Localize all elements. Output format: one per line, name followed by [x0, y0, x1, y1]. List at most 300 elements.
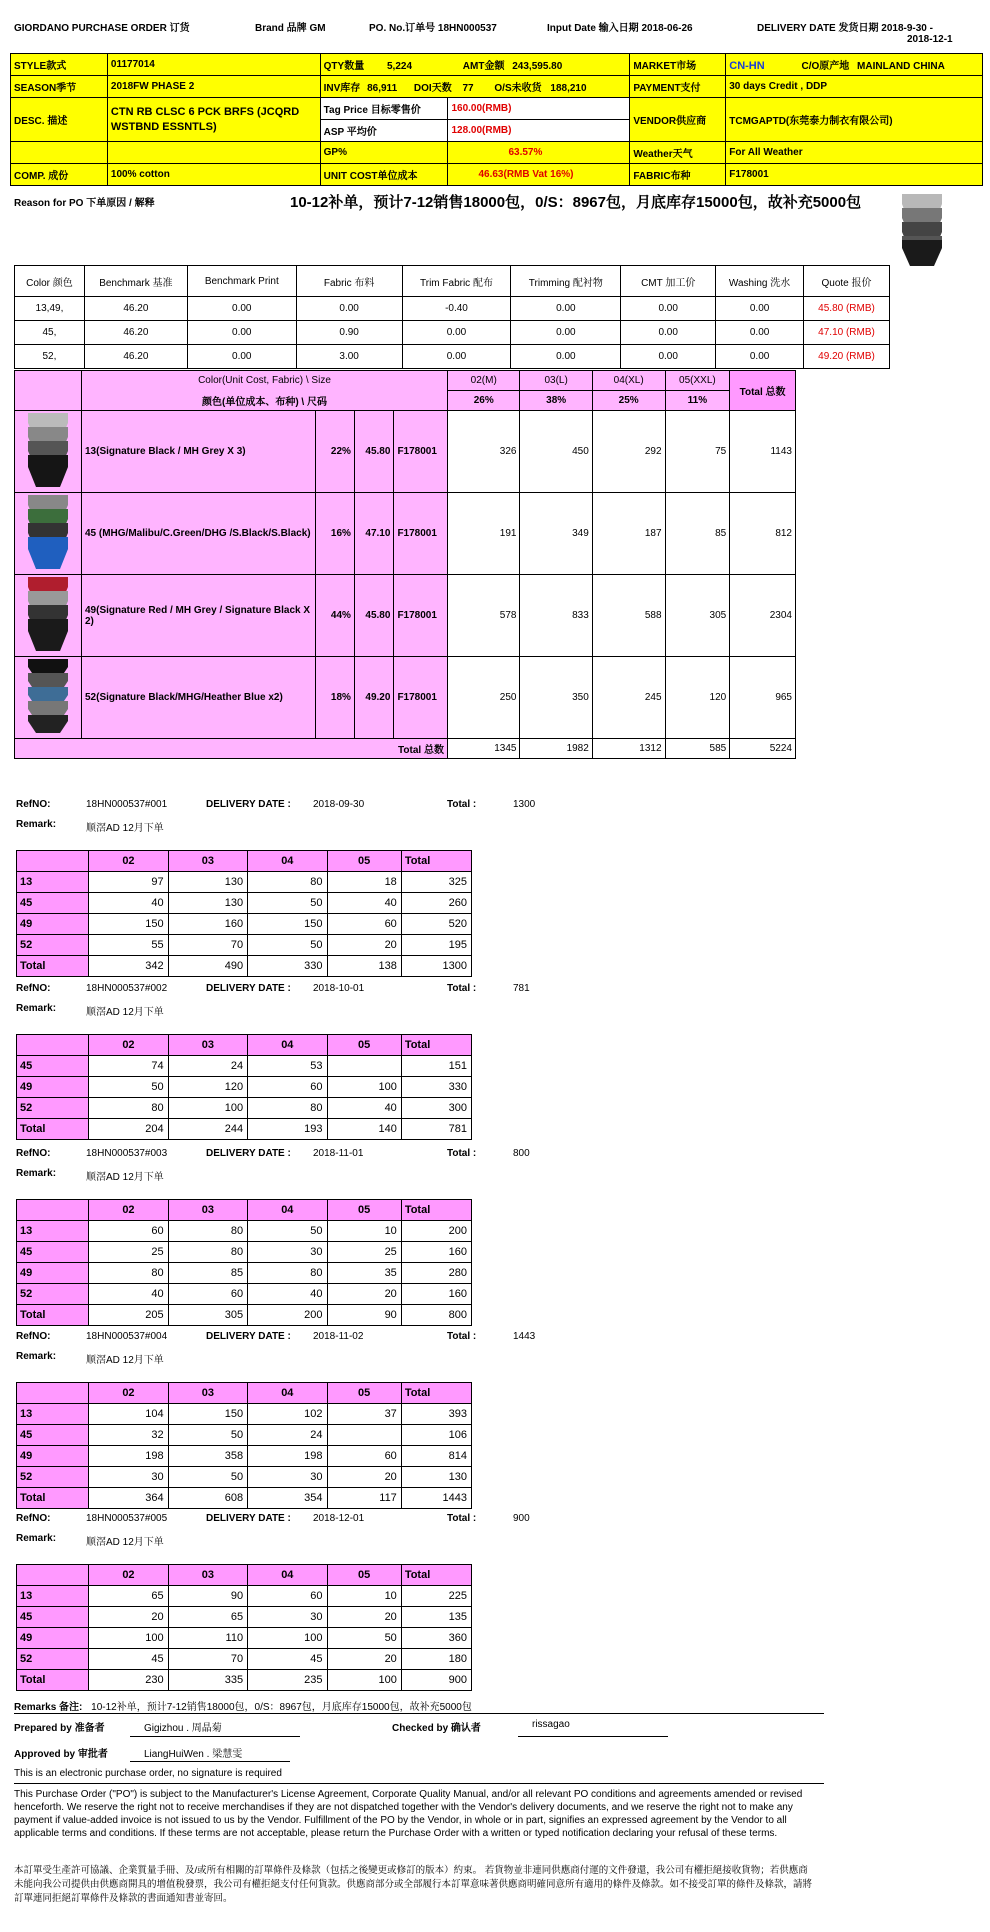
delivery-col-header: 02: [89, 1035, 168, 1056]
delivery-total-qty: 235: [248, 1670, 327, 1691]
delivery-row: [17, 1467, 472, 1488]
delivery-qty: 120: [168, 1077, 247, 1098]
approved-label: Approved by 审批者: [14, 1749, 108, 1760]
delivery-qty: 110: [168, 1628, 247, 1649]
delivery-col-header: 03: [168, 1035, 247, 1056]
delivery-qty: 40: [248, 1284, 327, 1305]
delivery-date-label: DELIVERY DATE :: [206, 1331, 291, 1342]
color-swatch: [15, 657, 82, 739]
delivery-total-row-label: Total: [17, 1119, 89, 1140]
delivery-col-header: 04: [248, 1035, 327, 1056]
delivery-qty: 300: [401, 1098, 471, 1119]
color-cost: 47.10: [354, 493, 394, 575]
delivery-qty: 80: [89, 1098, 168, 1119]
delivery-row: [17, 1077, 472, 1098]
delivery-col-header: 02: [89, 1383, 168, 1404]
delivery-date-value: 2018-10-01: [313, 983, 365, 994]
product-image: [26, 657, 70, 735]
delivery-qty: 35: [327, 1263, 401, 1284]
delivery-total-qty: 244: [168, 1119, 247, 1140]
delivery-qty: 280: [401, 1263, 471, 1284]
delivery-color-code: 52: [17, 1284, 89, 1305]
vendor-value: TCMGAPTD(东莞泰力制衣有限公司): [726, 98, 983, 142]
row-total: 965: [730, 657, 796, 739]
gp-label: GP%: [320, 142, 448, 164]
checked-label: Checked by 确认者: [392, 1723, 481, 1734]
cell: 0.00: [296, 297, 402, 321]
cell: 0.00: [187, 321, 296, 345]
color-cost: 45.80: [354, 575, 394, 657]
po-number: PO. No.订单号 18HN000537: [369, 23, 497, 34]
delivery-qty: 195: [401, 935, 471, 956]
empty-cell: [107, 142, 320, 164]
delivery-qty: 106: [401, 1425, 471, 1446]
reason-label: Reason for PO 下单原因 / 解释: [14, 198, 155, 209]
delivery-qty: 45: [248, 1649, 327, 1670]
delivery-date: DELIVERY DATE 发货日期 2018-9-30 -: [757, 23, 933, 34]
remark-value: 顺滘AD 12月下单: [86, 1355, 164, 1366]
delivery-qty: 104: [89, 1404, 168, 1425]
delivery-qty: 20: [327, 1607, 401, 1628]
cell: 0.90: [296, 321, 402, 345]
delivery-col-header: Total: [401, 1565, 471, 1586]
product-image: [26, 493, 70, 571]
delivery-row: [17, 1607, 472, 1628]
weather-value: For All Weather: [726, 142, 983, 164]
market-co-cell: [726, 54, 983, 76]
cell: 46.20: [84, 297, 187, 321]
delivery-date-end: 2018-12-1: [907, 34, 953, 45]
col-cmt: CMT 加工价: [621, 266, 716, 297]
delivery-col-header: 05: [327, 1035, 401, 1056]
inv-label: INV库存: [323, 83, 361, 94]
delivery-qty: 30: [248, 1607, 327, 1628]
desc-label: DESC. 描述: [11, 98, 108, 142]
benchmark-row: [15, 297, 890, 321]
cell: 0.00: [511, 297, 621, 321]
benchmark-header-row: [15, 266, 890, 297]
size-header: 02(M): [447, 371, 520, 391]
style-value: 01177014: [107, 54, 320, 76]
delivery-qty: 45: [89, 1649, 168, 1670]
delivery-total-qty: 354: [248, 1488, 327, 1509]
delivery-total-qty: 800: [401, 1305, 471, 1326]
delivery-remark-line: [16, 1165, 536, 1185]
fabric-value: F178001: [726, 164, 983, 186]
style-label: STYLE款式: [11, 54, 108, 76]
delivery-date-value: 2018-09-30: [313, 799, 365, 810]
qty-cell: 120: [665, 657, 730, 739]
color-name: 52(Signature Black/MHG/Heather Blue x2): [81, 657, 315, 739]
delivery-color-code: 52: [17, 1467, 89, 1488]
delivery-qty: 80: [248, 872, 327, 893]
delivery-qty: 100: [327, 1077, 401, 1098]
amt-value: 243,595.80: [512, 61, 563, 72]
delivery-corner: [17, 851, 89, 872]
delivery-row: [17, 1586, 472, 1607]
delivery-color-code: 45: [17, 1425, 89, 1446]
col-trim-fabric: Trim Fabric 配布: [402, 266, 511, 297]
delivery-date-value: 2018-12-01: [313, 1513, 365, 1524]
color-cost: 45.80: [354, 411, 394, 493]
asp-value: 128.00(RMB): [448, 120, 630, 142]
delivery-qty: 160: [401, 1242, 471, 1263]
qty-cell: 85: [665, 493, 730, 575]
cell: 0.00: [621, 345, 716, 369]
delivery-row: [17, 914, 472, 935]
size-total: 1312: [592, 739, 665, 759]
quote-cell: 45.80 (RMB): [804, 297, 890, 321]
delivery-row: [17, 1056, 472, 1077]
remark-value: 顺滘AD 12月下单: [86, 1537, 164, 1548]
product-image: [26, 411, 70, 489]
comp-label: COMP. 成份: [11, 164, 108, 186]
delivery-qty: 160: [168, 914, 247, 935]
delivery-qty: 150: [248, 914, 327, 935]
delivery-qty: 18: [327, 872, 401, 893]
delivery-total-row: [17, 1670, 472, 1691]
delivery-remark-line: [16, 1000, 536, 1020]
cell: 0.00: [511, 321, 621, 345]
delivery-remark-line: [16, 1530, 536, 1550]
delivery-col-header: 02: [89, 1565, 168, 1586]
delivery-total-value: 900: [513, 1513, 530, 1524]
delivery-row: [17, 872, 472, 893]
qty-cell: 191: [447, 493, 520, 575]
fabric-label: FABRIC布种: [630, 164, 726, 186]
delivery-color-code: 49: [17, 1263, 89, 1284]
delivery-qty: 50: [168, 1425, 247, 1446]
delivery-qty: 358: [168, 1446, 247, 1467]
qty-amt-cell: [320, 54, 630, 76]
weather-label: Weather天气: [630, 142, 726, 164]
remark-label: Remark:: [16, 1168, 57, 1179]
delivery-qty: 40: [327, 893, 401, 914]
size-header: 03(L): [520, 371, 592, 391]
delivery-total-label: Total :: [447, 799, 477, 810]
refno-label: RefNO:: [16, 1148, 51, 1159]
delivery-qty: 393: [401, 1404, 471, 1425]
remark-label: Remark:: [16, 1533, 57, 1544]
delivery-total-value: 1300: [513, 799, 536, 810]
qty-cell: 833: [520, 575, 592, 657]
color-pct: 22%: [315, 411, 354, 493]
delivery-col-header: 03: [168, 1200, 247, 1221]
vendor-label: VENDOR供应商: [630, 98, 726, 142]
size-total: 585: [665, 739, 730, 759]
delivery-qty: 50: [248, 935, 327, 956]
delivery-block: [16, 1145, 536, 1326]
size-total: 1345: [447, 739, 520, 759]
delivery-qty: 70: [168, 935, 247, 956]
checked-value: rissagao: [532, 1719, 570, 1730]
color-pct: 16%: [315, 493, 354, 575]
delivery-qty: 50: [89, 1077, 168, 1098]
delivery-row: [17, 1425, 472, 1446]
delivery-qty: 20: [327, 1467, 401, 1488]
refno-label: RefNO:: [16, 983, 51, 994]
delivery-qty: [327, 1425, 401, 1446]
benchmark-row: [15, 345, 890, 369]
os-label: O/S未收货: [494, 83, 542, 94]
delivery-total-qty: 138: [327, 956, 401, 977]
qty-cell: 349: [520, 493, 592, 575]
delivery-qty: 360: [401, 1628, 471, 1649]
delivery-qty: 20: [89, 1607, 168, 1628]
delivery-qty: 40: [327, 1098, 401, 1119]
delivery-col-header: 03: [168, 851, 247, 872]
cell: 45,: [15, 321, 85, 345]
delivery-qty: 85: [168, 1263, 247, 1284]
delivery-date-value: 2018-11-02: [313, 1331, 364, 1342]
delivery-qty: 50: [327, 1628, 401, 1649]
delivery-qty: 25: [89, 1242, 168, 1263]
remark-label: Remark:: [16, 1351, 57, 1362]
color-swatch: [15, 493, 82, 575]
delivery-color-code: 45: [17, 1607, 89, 1628]
remark-value: 顺滘AD 12月下单: [86, 1007, 164, 1018]
delivery-color-code: 49: [17, 1446, 89, 1467]
matrix-header-line1: Color(Unit Cost, Fabric) \ Size: [81, 371, 447, 391]
cell: 46.20: [84, 345, 187, 369]
cell: 52,: [15, 345, 85, 369]
delivery-qty: 814: [401, 1446, 471, 1467]
delivery-total-row: [17, 1305, 472, 1326]
delivery-qty: [327, 1056, 401, 1077]
color-fabric: F178001: [394, 575, 448, 657]
remark-value: 顺滘AD 12月下单: [86, 823, 164, 834]
col-trimming: Trimming 配衬物: [511, 266, 621, 297]
delivery-total-qty: 140: [327, 1119, 401, 1140]
delivery-qty: 150: [89, 914, 168, 935]
delivery-row: [17, 1221, 472, 1242]
inventory-cell: [320, 76, 630, 98]
qty-label: QTY数量: [323, 61, 365, 72]
delivery-date-label: DELIVERY DATE :: [206, 1513, 291, 1524]
delivery-qty: 102: [248, 1404, 327, 1425]
delivery-row: [17, 1404, 472, 1425]
delivery-col-header: 02: [89, 1200, 168, 1221]
terms-english: This Purchase Order ("PO") is subject to the Manufacturer's License Agreement, Corporate Quality Manual, and/or all relevant PO conditions and agreements amended or revised henceforth. We reserve the right not to receive merchandises if they are not dispatched together with the Vendor's delivery documents, and we reserve the right not to make any payment if value-added invoice is not issued to us by the Vendor. Fulfillment of the PO by the Vendor, in whole or in part, signifies an expressed agreement by the Vendor to all applicable terms and conditions. If these terms are not acceptable, please return the Purchase Order with a written or typed notification declaring your refusal of these terms.: [14, 1789, 803, 1839]
delivery-total-qty: 305: [168, 1305, 247, 1326]
delivery-total-row: [17, 956, 472, 977]
delivery-total-label: Total :: [447, 1513, 477, 1524]
qty-cell: 450: [520, 411, 592, 493]
delivery-qty: 24: [168, 1056, 247, 1077]
delivery-color-code: 13: [17, 1586, 89, 1607]
qty-cell: 75: [665, 411, 730, 493]
delivery-col-header: Total: [401, 851, 471, 872]
delivery-qty: 20: [327, 1284, 401, 1305]
delivery-qty: 60: [168, 1284, 247, 1305]
cell: 0.00: [621, 321, 716, 345]
qty-cell: 588: [592, 575, 665, 657]
delivery-total-qty: 193: [248, 1119, 327, 1140]
size-pct: 38%: [520, 391, 592, 411]
delivery-row: [17, 935, 472, 956]
delivery-size-table: [16, 1564, 472, 1691]
row-total: 812: [730, 493, 796, 575]
refno-value: 18HN000537#005: [86, 1513, 168, 1524]
delivery-date-label: DELIVERY DATE :: [206, 1148, 291, 1159]
quote-cell: 49.20 (RMB): [804, 345, 890, 369]
delivery-color-code: 13: [17, 872, 89, 893]
grand-total: 5224: [730, 739, 796, 759]
cell: 0.00: [716, 345, 804, 369]
color-swatch: [15, 411, 82, 493]
remark-label: Remark:: [16, 1003, 57, 1014]
refno-label: RefNO:: [16, 1331, 51, 1342]
color-name: 49(Signature Red / MH Grey / Signature Black X 2): [81, 575, 315, 657]
prepared-label: Prepared by 准备者: [14, 1723, 105, 1734]
market-label: MARKET市场: [630, 54, 726, 76]
delivery-qty: 32: [89, 1425, 168, 1446]
po-info-table: [10, 53, 983, 186]
delivery-total-value: 800: [513, 1148, 530, 1159]
qty-cell: 187: [592, 493, 665, 575]
color-fabric: F178001: [394, 411, 448, 493]
delivery-col-header: 04: [248, 1383, 327, 1404]
qty-cell: 326: [447, 411, 520, 493]
delivery-qty: 50: [248, 893, 327, 914]
delivery-row: [17, 1098, 472, 1119]
delivery-qty: 100: [248, 1628, 327, 1649]
delivery-qty: 150: [168, 1404, 247, 1425]
product-thumbnail: [900, 190, 944, 270]
matrix-row: [15, 411, 796, 493]
delivery-row: [17, 1649, 472, 1670]
cell: 0.00: [187, 297, 296, 321]
delivery-row: [17, 1628, 472, 1649]
delivery-color-code: 45: [17, 1242, 89, 1263]
doi-label: DOI天数: [413, 83, 452, 94]
cell: 46.20: [84, 321, 187, 345]
delivery-col-header: 04: [248, 851, 327, 872]
delivery-total-qty: 781: [401, 1119, 471, 1140]
delivery-date-label: DELIVERY DATE :: [206, 983, 291, 994]
gp-value: 63.57%: [448, 142, 630, 164]
color-cost: 49.20: [354, 657, 394, 739]
delivery-block: [16, 980, 536, 1140]
delivery-size-table: [16, 1382, 472, 1509]
terms-chinese: 本訂單受生產許可協議、企業質量手冊、及/或所有相關的訂單條件及條款（包括之後變更或修訂的版本）約束。 若貨物並非連同供應商付運的文件發還，我公司有權拒絕接收貨物；若供應商未能向我公司提供由供應商開具的增值稅發票，我公司有權拒絕支付任何貨款。供應商部分或全部履行本訂單意味著供應商明確同意所有適用的條件及條款。如不接受訂單的條件及條款，請將訂單連同拒絕訂單條件及條款的書面通知書並寄回。: [14, 1865, 813, 1904]
delivery-qty: 80: [248, 1098, 327, 1119]
delivery-qty: 74: [89, 1056, 168, 1077]
delivery-qty: 130: [168, 872, 247, 893]
tag-price-value: 160.00(RMB): [448, 98, 630, 120]
delivery-total-value: 781: [513, 983, 530, 994]
co-value: MAINLAND CHINA: [857, 61, 945, 72]
delivery-corner: [17, 1035, 89, 1056]
delivery-ref-line: [16, 980, 536, 1000]
remark-value: 顺滘AD 12月下单: [86, 1172, 164, 1183]
delivery-qty: 10: [327, 1221, 401, 1242]
delivery-header-row: [17, 1565, 472, 1586]
delivery-remark-line: [16, 1348, 536, 1368]
delivery-qty: 20: [327, 935, 401, 956]
refno-value: 18HN000537#001: [86, 799, 168, 810]
delivery-header-row: [17, 1200, 472, 1221]
delivery-qty: 40: [89, 1284, 168, 1305]
delivery-row: [17, 1263, 472, 1284]
os-value: 188,210: [550, 83, 587, 94]
season-label: SEASON季节: [11, 76, 108, 98]
co-label: C/O原产地: [801, 61, 850, 72]
row-total: 1143: [730, 411, 796, 493]
delivery-qty: 130: [168, 893, 247, 914]
delivery-total-label: Total :: [447, 983, 477, 994]
delivery-qty: 10: [327, 1586, 401, 1607]
delivery-color-code: 13: [17, 1221, 89, 1242]
approved-line: [14, 1745, 974, 1760]
size-total: 1982: [520, 739, 592, 759]
delivery-qty: 90: [168, 1586, 247, 1607]
delivery-total-row: [17, 1119, 472, 1140]
payment-label: PAYMENT支付: [630, 76, 726, 98]
remarks-text: 10-12补单，预计7-12销售18000包，0/S：8967包，月底库存15000包，故补充5000包: [91, 1702, 472, 1713]
delivery-col-header: Total: [401, 1035, 471, 1056]
delivery-qty: 80: [168, 1242, 247, 1263]
desc-value: CTN RB CLSC 6 PCK BRFS (JCQRD WSTBND ESSNTLS): [107, 98, 320, 142]
delivery-total-row-label: Total: [17, 1305, 89, 1326]
delivery-ref-line: [16, 1510, 536, 1530]
refno-value: 18HN000537#003: [86, 1148, 168, 1159]
electronic-note: This is an electronic purchase order, no signature is required: [14, 1768, 282, 1779]
qty-value: 5,224: [386, 61, 413, 72]
col-benchmark: Benchmark 基准: [84, 266, 187, 297]
cell: 0.00: [621, 297, 716, 321]
delivery-total-qty: 200: [248, 1305, 327, 1326]
remarks-line: [14, 1698, 974, 1713]
total-header: Total 总数: [730, 371, 796, 411]
delivery-date-label: DELIVERY DATE :: [206, 799, 291, 810]
delivery-total-qty: 205: [89, 1305, 168, 1326]
delivery-ref-line: [16, 1145, 536, 1165]
refno-label: RefNO:: [16, 1513, 51, 1524]
inv-value: 86,911: [367, 83, 398, 94]
remark-label: Remark:: [16, 819, 57, 830]
delivery-total-qty: 335: [168, 1670, 247, 1691]
matrix-total-label: Total 总数: [15, 739, 448, 759]
cell: -0.40: [402, 297, 511, 321]
delivery-qty: 198: [89, 1446, 168, 1467]
matrix-header-line2: 颜色(单位成本、布种) \ 尺码: [81, 391, 447, 411]
delivery-row: [17, 1446, 472, 1467]
row-total: 2304: [730, 575, 796, 657]
delivery-ref-line: [16, 796, 536, 816]
delivery-color-code: 52: [17, 935, 89, 956]
delivery-corner: [17, 1383, 89, 1404]
delivery-color-code: 49: [17, 1077, 89, 1098]
delivery-total-row-label: Total: [17, 956, 89, 977]
tag-price-label: Tag Price 目标零售价: [320, 98, 448, 120]
delivery-col-header: 04: [248, 1200, 327, 1221]
delivery-total-value: 1443: [513, 1331, 536, 1342]
delivery-block: [16, 1328, 536, 1509]
qty-cell: 292: [592, 411, 665, 493]
remarks-label: Remarks 备注:: [14, 1702, 83, 1713]
unit-cost-value: 46.63(RMB Vat 16%): [448, 164, 630, 186]
document-title: GIORDANO PURCHASE ORDER 订货: [14, 23, 190, 34]
quote-cell: 47.10 (RMB): [804, 321, 890, 345]
delivery-size-table: [16, 1199, 472, 1326]
delivery-size-table: [16, 850, 472, 977]
delivery-total-qty: 342: [89, 956, 168, 977]
size-pct: 26%: [447, 391, 520, 411]
delivery-col-header: 03: [168, 1565, 247, 1586]
delivery-color-code: 52: [17, 1098, 89, 1119]
delivery-qty: 60: [327, 1446, 401, 1467]
